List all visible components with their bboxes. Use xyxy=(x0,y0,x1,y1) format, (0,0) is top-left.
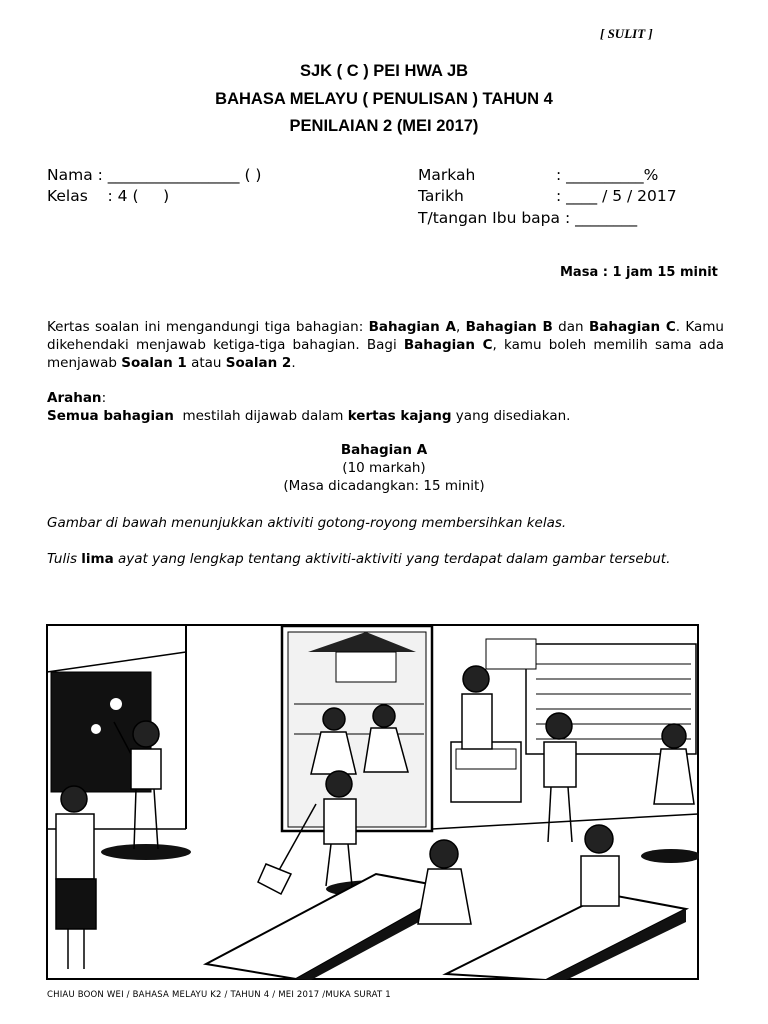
intro-paragraph: Kertas soalan ini mengandungi tiga bahagian: Bahagian A, Bahagian B dan Bahagian C. Kamu dikehendaki menjawab ketiga-tiga bahagian. Bagi Bahagian C, kamu boleh memilih sama ada menjawab Soalan 1 atau Soalan 2. xyxy=(47,319,725,371)
parent-signature-field: T/tangan Ibu bapa : ________ xyxy=(418,209,638,227)
question-task: Tulis lima ayat yang lengkap tentang aktiviti-aktiviti yang terdapat dalam gambar tersebut. xyxy=(47,551,671,567)
question-intro: Gambar di bawah menunjukkan aktiviti gotong-royong membersihkan kelas. xyxy=(47,515,567,531)
instructions-label: Arahan: xyxy=(47,390,107,406)
instructions-text: Semua bahagian mestilah dijawab dalam kertas kajang yang disediakan. xyxy=(47,408,571,424)
tarikh-value: : ____ / 5 / 2017 xyxy=(556,187,677,205)
confidential-label: [ SULIT ] xyxy=(600,26,653,41)
markah-label: Markah xyxy=(418,166,476,184)
assessment-title: PENILAIAN 2 (MEI 2017) xyxy=(289,117,479,135)
classroom-cleaning-illustration xyxy=(46,624,699,980)
subject-title: BAHASA MELAYU ( PENULISAN ) TAHUN 4 xyxy=(215,90,553,108)
section-a-time: (Masa dicadangkan: 15 minit) xyxy=(283,478,485,494)
nama-field: Nama : _________________ ( ) xyxy=(47,166,262,184)
page-footer: CHIAU BOON WEI / BAHASA MELAYU K2 / TAHUN 4 / MEI 2017 /MUKA SURAT 1 xyxy=(47,990,391,1000)
school-title: SJK ( C ) PEI HWA JB xyxy=(299,62,469,80)
markah-value: : __________% xyxy=(556,166,659,184)
section-a-marks: (10 markah) xyxy=(342,460,426,476)
tarikh-label: Tarikh xyxy=(418,187,464,205)
time-allowed: Masa : 1 jam 15 minit xyxy=(560,265,718,280)
kelas-field: Kelas : 4 ( ) xyxy=(47,187,170,205)
section-a-title: Bahagian A xyxy=(340,442,428,458)
